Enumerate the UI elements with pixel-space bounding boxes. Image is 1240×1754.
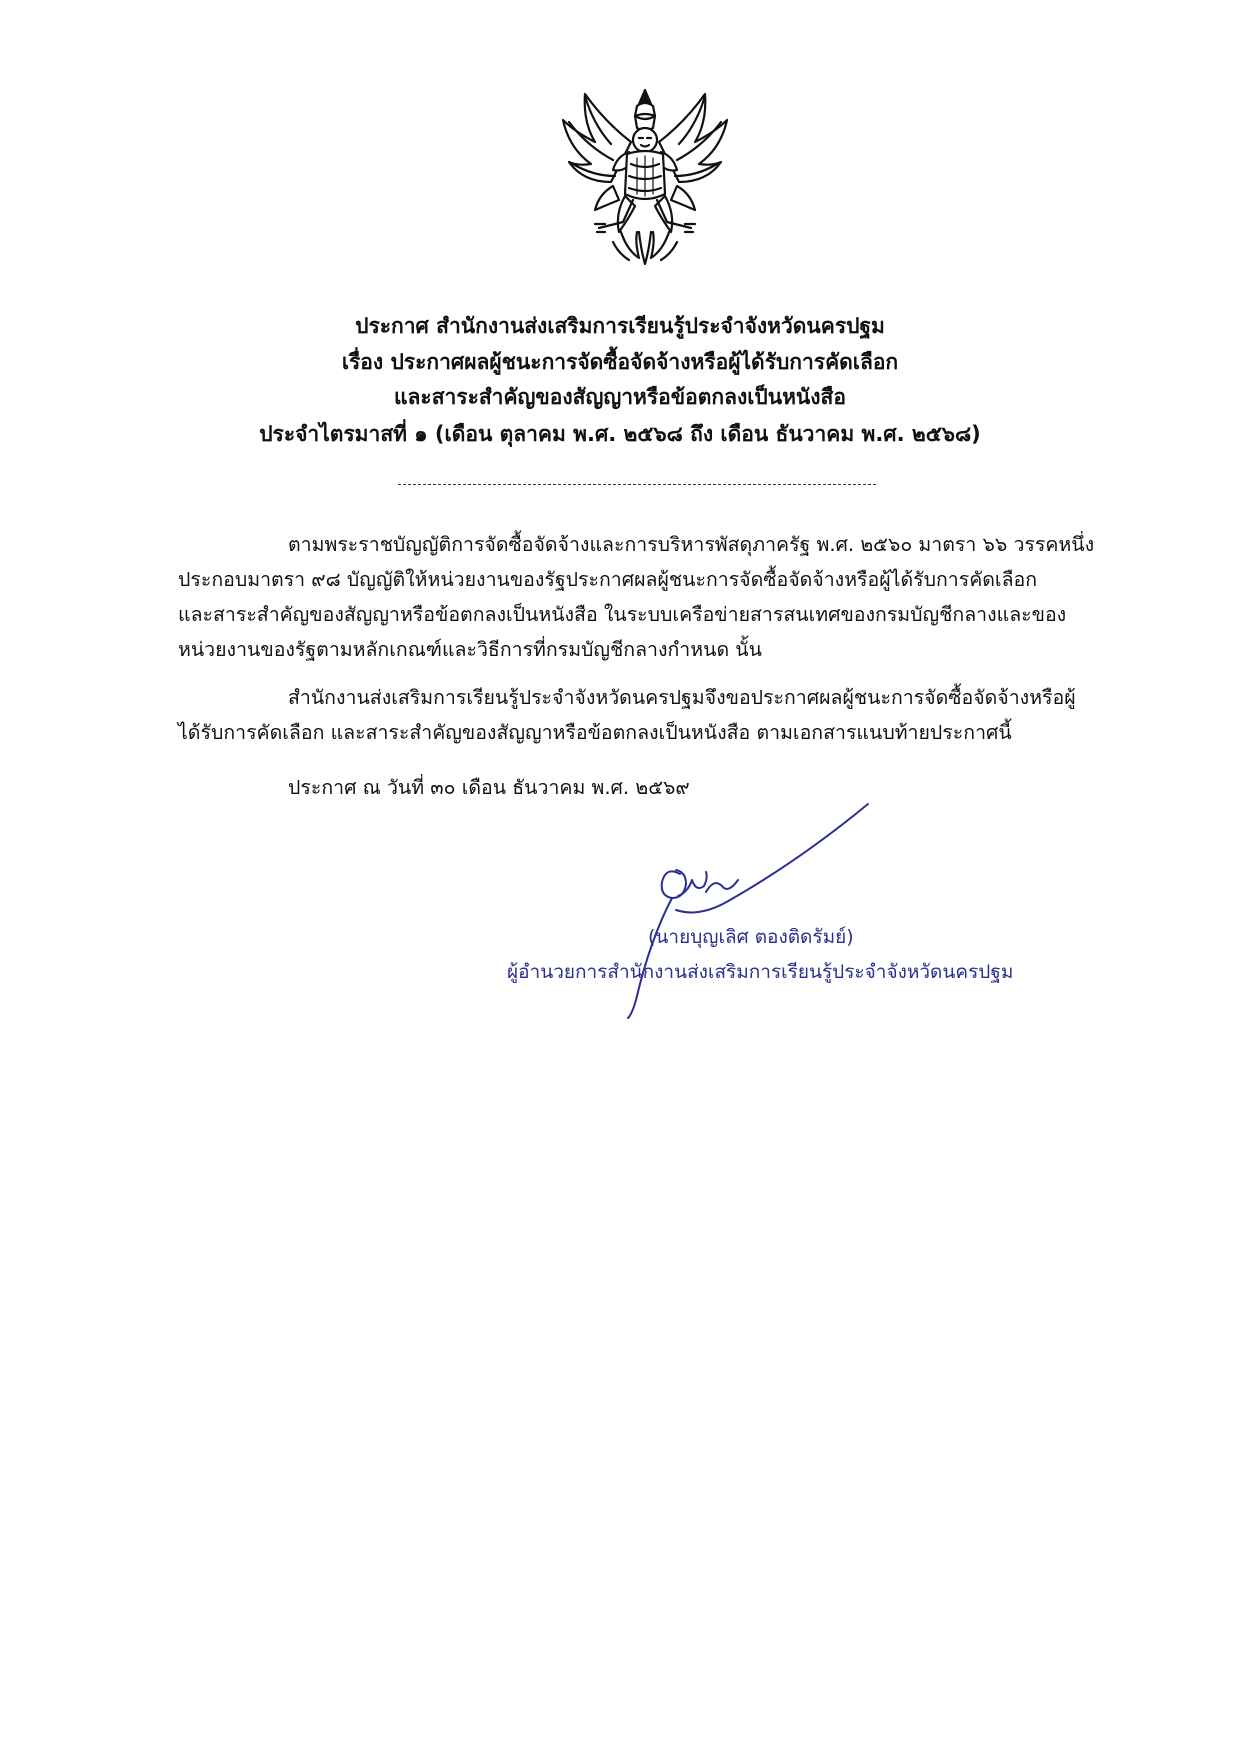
announcement-subject-continued: และสาระสำคัญของสัญญาหรือข้อตกลงเป็นหนังสือ [394,385,846,409]
paragraph-2-line-2: ได้รับการคัดเลือก และสาระสำคัญของสัญญาหรือข้อตกลงเป็นหนังสือ ตามเอกสารแนบท้ายประกาศนี้ [178,721,1012,744]
paragraph-1-line-3: และสาระสำคัญของสัญญาหรือข้อตกลงเป็นหนังสือ ในระบบเครือข่ายสารสนเทศของกรมบัญชีกลางและของ [178,603,1067,626]
handwritten-signature [580,800,870,1020]
garuda-emblem-icon [555,82,735,272]
paragraph-1-line-4: หน่วยงานของรัฐตามหลักเกณฑ์และวิธีการที่กรมบัญชีกลางกำหนด นั้น [178,638,762,661]
announcement-date: ประกาศ ณ วันที่ ๓๐ เดือน ธันวาคม พ.ศ. ๒๕๖๙ [288,776,690,799]
announcement-subject: เรื่อง ประกาศผลผู้ชนะการจัดซื้อจัดจ้างหรือผู้ได้รับการคัดเลือก [341,350,899,374]
announcement-quarter: ประจำไตรมาสที่ ๑ (เดือน ตุลาคม พ.ศ. ๒๕๖๘ ถึง เดือน ธันวาคม พ.ศ. ๒๕๖๘) [259,422,981,446]
paragraph-1-line-2: ประกอบมาตรา ๙๘ บัญญัติให้หน่วยงานของรัฐประกาศผลผู้ชนะการจัดซื้อจัดจ้างหรือผู้ได้รับการคัดเลือก [178,568,1038,591]
section-divider [398,484,876,485]
paragraph-2-line-1: สำนักงานส่งเสริมการเรียนรู้ประจำจังหวัดนครปฐมจึงขอประกาศผลผู้ชนะการจัดซื้อจัดจ้างหรือผู้ [288,686,1076,709]
signatory-name: (นายบุญเลิศ ตองติดรัมย์) [648,926,854,948]
paragraph-1-line-1: ตามพระราชบัญญัติการจัดซื้อจัดจ้างและการบริหารพัสดุภาครัฐ พ.ศ. ๒๕๖๐ มาตรา ๖๖ วรรคหนึ่ง [288,533,1095,556]
announcement-title: ประกาศ สำนักงานส่งเสริมการเรียนรู้ประจำจังหวัดนครปฐม [355,314,885,338]
signatory-position: ผู้อำนวยการสำนักงานส่งเสริมการเรียนรู้ประจำจังหวัดนครปฐม [507,961,1014,983]
